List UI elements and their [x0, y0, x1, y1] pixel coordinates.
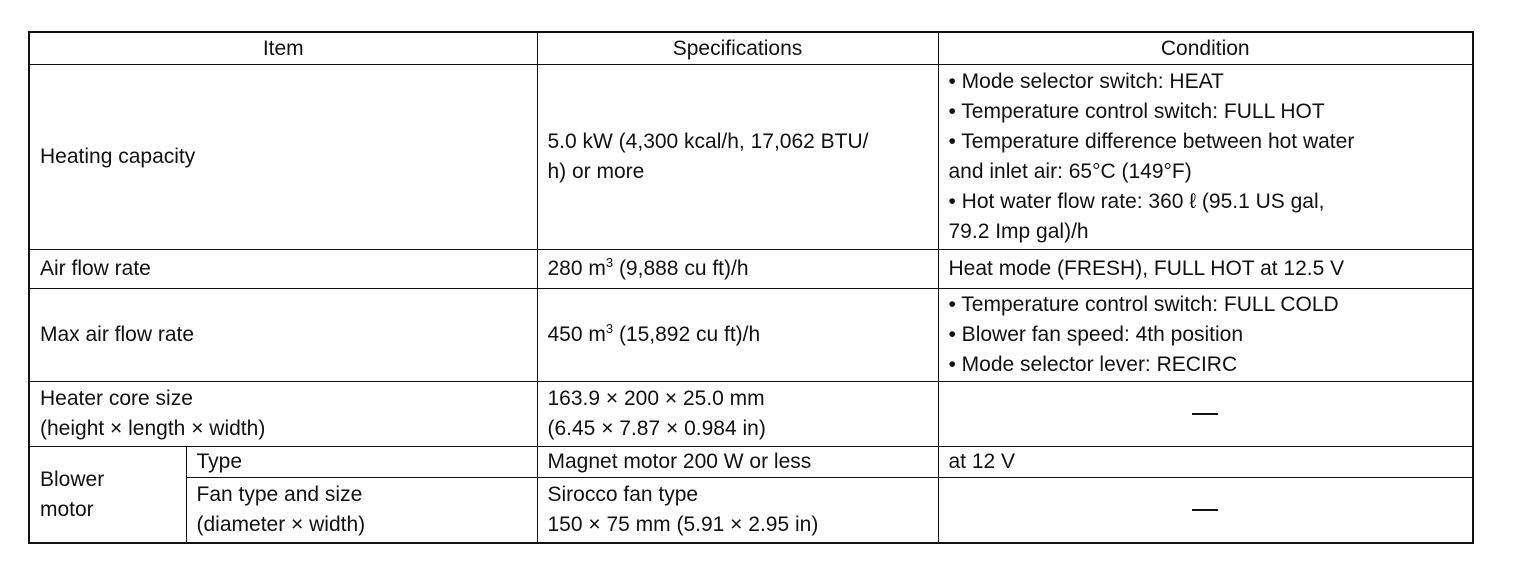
header-specifications: Specifications [537, 32, 938, 65]
condition-line: • Temperature control switch: FULL COLD [948, 293, 1339, 316]
dash-mark [1192, 413, 1218, 415]
header-item: Item [29, 32, 537, 65]
spec-fan-type-size [537, 478, 938, 544]
item-line: (height × length × width) [40, 417, 266, 440]
spec-line: 163.9 × 200 × 25.0 mm [547, 387, 765, 410]
spec-max-air-flow-rate [537, 289, 938, 382]
spec-text: 450 m [547, 323, 606, 346]
condition-max-air-flow-rate [938, 289, 1473, 382]
item-line: Fan type and size [196, 483, 363, 506]
condition-line: • Mode selector lever: RECIRC [948, 353, 1238, 376]
condition-line: • Hot water flow rate: 360 ℓ (95.1 US gal, [948, 190, 1325, 213]
item-blower-motor [29, 447, 186, 544]
spec-line: 150 × 75 mm (5.91 × 2.95 in) [547, 513, 819, 536]
condition-line: • Mode selector switch: HEAT [948, 70, 1224, 93]
condition-fan-type-size [938, 478, 1473, 544]
table-row-air-flow-rate [29, 250, 1473, 289]
item-fan-type-size [186, 478, 537, 544]
item-line: Blower [40, 467, 105, 491]
table-row-max-air-flow-rate [29, 289, 1473, 382]
table-row-heating-capacity [29, 65, 1473, 250]
condition-air-flow-rate: Heat mode (FRESH), FULL HOT at 12.5 V [938, 250, 1473, 289]
item-air-flow-rate: Air flow rate [29, 250, 537, 289]
spec-blower-type: Magnet motor 200 W or less [537, 447, 938, 478]
spec-line: 5.0 kW (4,300 kcal/h, 17,062 BTU/ [547, 130, 869, 153]
spec-heating-capacity [537, 65, 938, 250]
superscript: 3 [605, 321, 614, 336]
item-line: motor [40, 497, 94, 521]
condition-line: • Temperature control switch: FULL HOT [948, 100, 1325, 123]
spec-heater-core-size [537, 382, 938, 447]
dash-mark [1192, 509, 1218, 511]
spec-text: 280 m [547, 257, 606, 280]
item-line: Heater core size [40, 387, 193, 410]
header-row [29, 32, 1473, 65]
specifications-table [28, 31, 1474, 544]
item-heater-core-size [29, 382, 537, 447]
item-heating-capacity: Heating capacity [29, 65, 537, 250]
spec-text: (15,892 cu ft)/h [613, 323, 761, 346]
condition-blower-type: at 12 V [938, 447, 1473, 478]
table-row-blower-type [29, 447, 1473, 478]
spec-text: (9,888 cu ft)/h [613, 257, 749, 280]
header-condition: Condition [938, 32, 1473, 65]
condition-line: • Temperature difference between hot water [948, 130, 1355, 153]
condition-line: and inlet air: 65°C (149°F) [948, 160, 1192, 183]
table-row-fan-type [29, 478, 1473, 544]
table-row-heater-core-size [29, 382, 1473, 447]
condition-heating-capacity [938, 65, 1473, 250]
spec-line: h) or more [547, 160, 645, 183]
spec-line: (6.45 × 7.87 × 0.984 in) [547, 417, 766, 440]
condition-line: • Blower fan speed: 4th position [948, 323, 1244, 346]
condition-heater-core-size [938, 382, 1473, 447]
condition-line: 79.2 Imp gal)/h [948, 220, 1089, 243]
item-blower-type: Type [186, 447, 537, 478]
spec-air-flow-rate [537, 250, 938, 289]
item-max-air-flow-rate: Max air flow rate [29, 289, 537, 382]
superscript: 3 [605, 255, 614, 270]
item-line: (diameter × width) [196, 513, 366, 536]
spec-line: Sirocco fan type [547, 483, 699, 506]
